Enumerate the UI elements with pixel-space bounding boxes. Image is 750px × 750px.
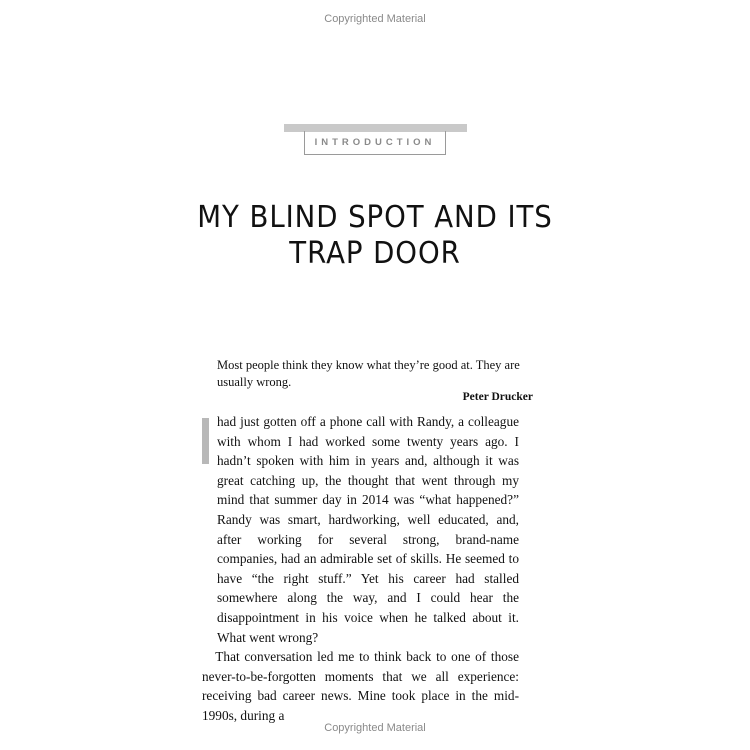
chapter-title: MY BLIND SPOT AND ITS TRAP DOOR — [197, 200, 553, 271]
drop-cap-i — [202, 418, 209, 464]
copyright-watermark-bottom: Copyrighted Material — [324, 722, 426, 734]
copyright-watermark-top: Copyrighted Material — [324, 13, 426, 25]
paragraph-1: had just gotten off a phone call with Randy, a colleague with whom I had worked some twenty years ago. I hadn’t spoken with him in years and, although it was great catching up, the thought that went through my mind that summer day in 2014 was “what happened?” Randy was smart, hardworking, well educated, and, after working for several strong, brand-name companies, had an admirable set of skills. He seemed to have “the right stuff.” Yet his career had stalled somewhere along the way, and I could hear the disappointment in his voice when he talked about it. What went wrong? — [217, 414, 519, 645]
paragraph-2-text: That conversation led me to think back to one of those never-to-be-forgotten moments that we all experience: receiving bad career news. Mine took place in the mid-1990s, during a — [202, 649, 519, 723]
chapter-label: INTRODUCTION — [304, 131, 446, 155]
epigraph-quote: Most people think they know what they’re good at. They are usually wrong. — [217, 358, 520, 389]
paragraph-2 — [202, 647, 519, 725]
body-text — [202, 412, 519, 726]
epigraph-author: Peter Drucker — [462, 391, 533, 403]
